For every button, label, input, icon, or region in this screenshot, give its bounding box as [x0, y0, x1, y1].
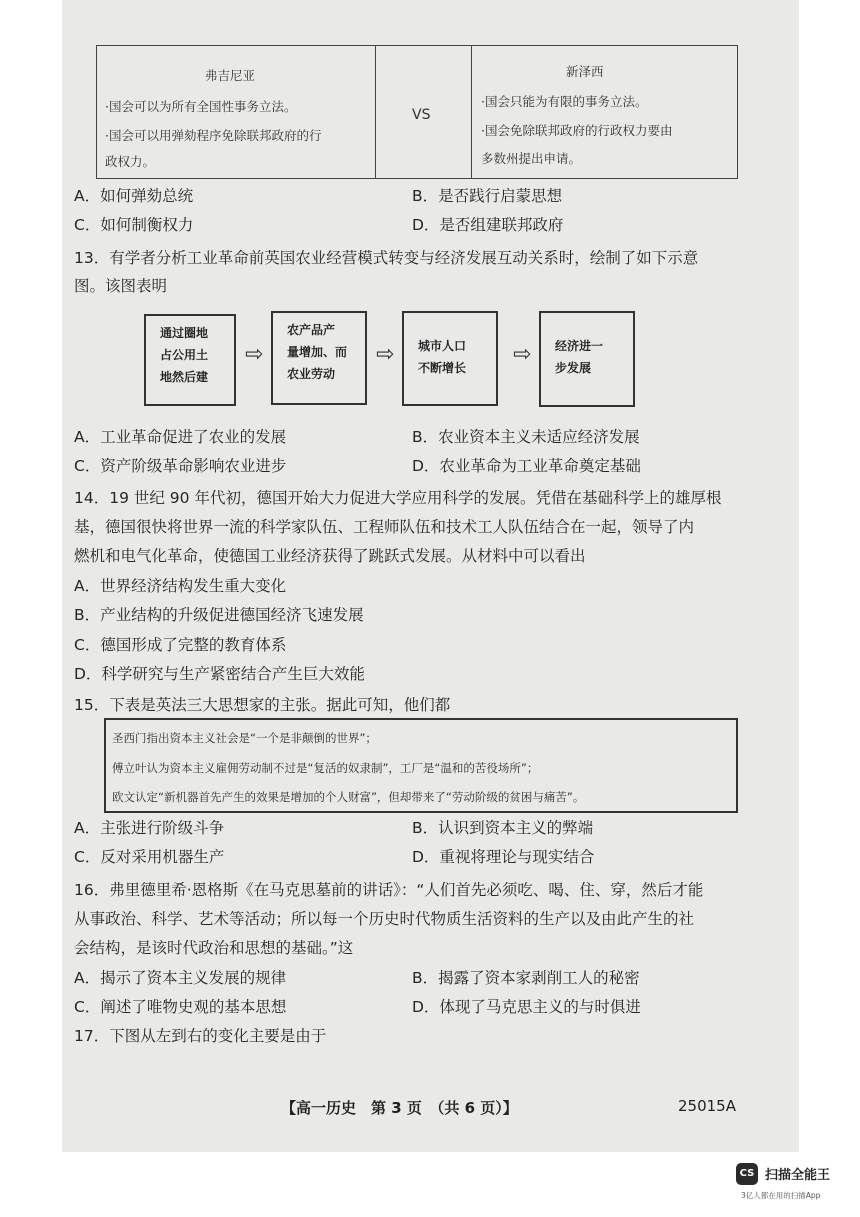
flow-text: 地然后建 — [160, 370, 209, 384]
q14-stem: 基，德国很快将世界一流的科学家队伍、工程师队伍和技术工人队伍结合在一起，领导了内 — [74, 518, 695, 536]
flow-box-2 — [271, 311, 367, 405]
flow-text: 步发展 — [555, 361, 592, 375]
q14-option-a: A．世界经济结构发生重大变化 — [74, 577, 287, 595]
q15-stem: 15．下表是英法三大思想家的主张。据此可知，他们都 — [74, 696, 451, 714]
q15-option-b: B．认识到资本主义的弊端 — [412, 819, 594, 837]
flow-box-1 — [144, 314, 236, 406]
flow-text: 量增加、而 — [287, 345, 348, 359]
scanner-logo-icon: CS — [736, 1163, 758, 1185]
vs-label: VS — [412, 107, 431, 123]
flow-box-4 — [539, 311, 635, 407]
quote-line: 欧文认定“新机器首先产生的效果是增加的个人财富”，但却带来了“劳动阶级的贫困与痛苦”。 — [112, 790, 585, 804]
q14-option-d: D．科学研究与生产紧密结合产生巨大效能 — [74, 665, 365, 683]
right-item: ·国会只能为有限的事务立法。 — [481, 94, 648, 109]
q13-option-c: C．资产阶级革命影响农业进步 — [74, 457, 287, 475]
flow-text: 不断增长 — [418, 361, 467, 375]
quote-line: 圣西门指出资本主义社会是“一个是非颠倒的世界”； — [112, 731, 377, 745]
flow-box-3 — [402, 311, 498, 406]
q12-option-b: B．是否践行启蒙思想 — [412, 187, 563, 205]
q13-option-a: A．工业革命促进了农业的发展 — [74, 428, 287, 446]
scanner-tagline: 3亿人都在用的扫描App — [741, 1191, 821, 1200]
q14-stem: 14．19 世纪 90 年代初，德国开始大力促进大学应用科学的发展。凭借在基础科学上的雄厚根 — [74, 489, 722, 507]
q12-option-c: C．如何制衡权力 — [74, 216, 194, 234]
flow-text: 经济进一 — [555, 339, 604, 353]
q15-option-d: D．重视将理论与现实结合 — [412, 848, 595, 866]
flow-text: 农产品产 — [287, 323, 336, 337]
paper-code: 25015A — [678, 1097, 736, 1115]
q16-stem: 从事政治、科学、艺术等活动；所以每一个历史时代物质生活资料的生产以及由此产生的社 — [74, 910, 695, 928]
q16-option-d: D．体现了马克思主义的与时俱进 — [412, 998, 641, 1016]
q16-stem: 16．弗里德里希·恩格斯《在马克思墓前的讲话》：“人们首先必须吃、喝、住、穿，然后才能 — [74, 881, 704, 899]
q14-option-c: C．德国形成了完整的教育体系 — [74, 636, 287, 654]
flow-arrow-icon: ⇨ — [513, 342, 532, 367]
left-column-title: 弗吉尼亚 — [205, 68, 256, 83]
q16-option-c: C．阐述了唯物史观的基本思想 — [74, 998, 287, 1016]
left-item: ·国会可以为所有全国性事务立法。 — [105, 99, 297, 114]
flow-arrow-icon: ⇨ — [245, 342, 264, 367]
q12-option-a: A．如何弹劾总统 — [74, 187, 194, 205]
q13-option-b: B．农业资本主义未适应经济发展 — [412, 428, 640, 446]
q13-option-d: D．农业革命为工业革命奠定基础 — [412, 457, 641, 475]
q12-option-d: D．是否组建联邦政府 — [412, 216, 564, 234]
left-item: 政权力。 — [105, 154, 156, 169]
right-column-title: 新泽西 — [566, 64, 604, 79]
flow-arrow-icon: ⇨ — [376, 342, 395, 367]
right-item: 多数州提出申请。 — [481, 151, 582, 166]
q13-stem: 图。该图表明 — [74, 277, 168, 295]
flow-text: 占公用土 — [160, 348, 209, 362]
q16-option-b: B．揭露了资本家剥削工人的秘密 — [412, 969, 640, 987]
page-footer: 【高一历史 第 3 页 （共 6 页）】 — [281, 1099, 518, 1117]
q13-stem: 13．有学者分析工业革命前英国农业经营模式转变与经济发展互动关系时，绘制了如下示意 — [74, 249, 699, 267]
flow-text: 城市人口 — [418, 339, 467, 353]
q15-option-a: A．主张进行阶级斗争 — [74, 819, 225, 837]
q16-option-a: A．揭示了资本主义发展的规律 — [74, 969, 287, 987]
left-item: ·国会可以用弹劾程序免除联邦政府的行 — [105, 128, 322, 143]
q16-stem: 会结构，是该时代政治和思想的基础。”这 — [74, 939, 354, 957]
quote-line: 傅立叶认为资本主义雇佣劳动制不过是“复活的奴隶制”，工厂是“温和的苦役场所”； — [112, 761, 539, 775]
right-item: ·国会免除联邦政府的行政权力要由 — [481, 123, 673, 138]
q17-stem: 17．下图从左到右的变化主要是由于 — [74, 1027, 327, 1045]
q15-option-c: C．反对采用机器生产 — [74, 848, 225, 866]
flow-text: 农业劳动 — [287, 367, 336, 381]
flow-text: 通过圈地 — [160, 326, 209, 340]
q14-option-b: B．产业结构的升级促进德国经济飞速发展 — [74, 606, 364, 624]
q14-stem: 燃机和电气化革命，使德国工业经济获得了跳跃式发展。从材料中可以看出 — [74, 547, 586, 565]
scanner-app-name: 扫描全能王 — [765, 1168, 831, 1183]
